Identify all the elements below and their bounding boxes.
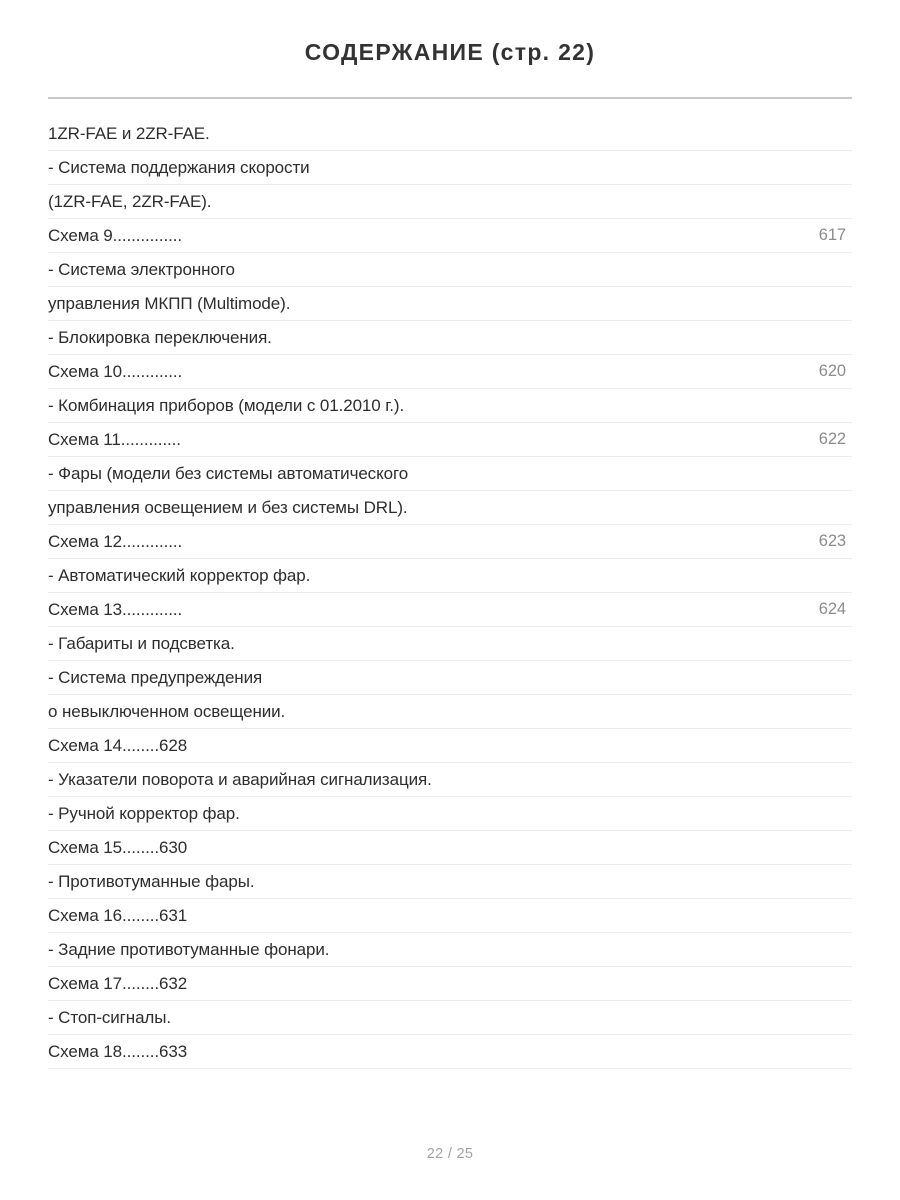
toc-row <box>48 865 852 899</box>
toc-entry-label: - Габариты и подсветка. <box>48 633 235 653</box>
toc-row <box>48 695 852 729</box>
toc-entry-label: 1ZR-FAE и 2ZR-FAE. <box>48 123 210 143</box>
toc-row <box>48 117 852 151</box>
title-divider <box>48 97 852 99</box>
toc-row <box>48 287 852 321</box>
toc-entry-label: - Ручной корректор фар. <box>48 803 240 823</box>
toc-row <box>48 253 852 287</box>
toc-row <box>48 423 852 457</box>
toc-entry-label: Схема 13............. <box>48 599 183 619</box>
toc-entry-label: о невыключенном освещении. <box>48 701 286 721</box>
toc-entry-label: управления освещением и без системы DRL). <box>48 497 408 517</box>
toc-entry-label: Схема 16........631 <box>48 905 188 925</box>
toc-entry-label: Схема 14........628 <box>48 735 188 755</box>
toc-row <box>48 321 852 355</box>
page-indicator: 22 / 25 <box>426 1146 474 1162</box>
toc-entry-label: Схема 15........630 <box>48 837 188 857</box>
toc-row <box>48 967 852 1001</box>
toc-entry-label: Схема 18........633 <box>48 1041 188 1061</box>
toc-row <box>48 1035 852 1069</box>
toc-entry-page: 617 <box>818 226 846 244</box>
toc-row <box>48 559 852 593</box>
toc-row <box>48 729 852 763</box>
toc-entry-label: управления МКПП (Multimode). <box>48 293 291 313</box>
toc-entry-label: - Комбинация приборов (модели с 01.2010 г.). <box>48 395 405 415</box>
toc-entry-page: 620 <box>818 362 846 380</box>
toc-entry-label: Схема 12............. <box>48 531 183 551</box>
toc-row <box>48 525 852 559</box>
toc-row <box>48 491 852 525</box>
toc-row <box>48 151 852 185</box>
toc-entry-label: - Указатели поворота и аварийная сигнализация. <box>48 769 432 789</box>
toc-entry-label: Схема 17........632 <box>48 973 188 993</box>
toc-entry-label: - Система электронного <box>48 259 235 279</box>
page-title: СОДЕРЖАНИЕ (стр. 22) <box>304 39 596 65</box>
toc-entry-label: (1ZR-FAE, 2ZR-FAE). <box>48 191 212 211</box>
toc-row <box>48 355 852 389</box>
toc-row <box>48 389 852 423</box>
toc-entry-label: Схема 11............. <box>48 429 181 449</box>
toc-entry-page: 624 <box>818 600 846 618</box>
toc-entry-label: - Противотуманные фары. <box>48 871 255 891</box>
toc-row <box>48 797 852 831</box>
toc-entry-label: - Блокировка переключения. <box>48 327 272 347</box>
toc-entry-label: Схема 10............. <box>48 361 183 381</box>
toc-row <box>48 831 852 865</box>
toc-entry-page: 623 <box>818 532 846 550</box>
toc-entry-label: - Фары (модели без системы автоматического <box>48 463 409 483</box>
toc-row <box>48 661 852 695</box>
toc-row <box>48 185 852 219</box>
toc-entry-page: 622 <box>818 430 846 448</box>
toc-entry-label: - Автоматический корректор фар. <box>48 565 311 585</box>
toc-entry-label: Схема 9............... <box>48 225 183 245</box>
toc-entry-label: - Система предупреждения <box>48 667 263 687</box>
toc-row <box>48 593 852 627</box>
toc-row <box>48 899 852 933</box>
toc-row <box>48 457 852 491</box>
toc-row <box>48 1001 852 1035</box>
toc-entry-label: - Стоп-сигналы. <box>48 1007 171 1027</box>
toc-row <box>48 933 852 967</box>
toc-row <box>48 763 852 797</box>
toc-row <box>48 627 852 661</box>
toc-entry-label: - Задние противотуманные фонари. <box>48 939 330 959</box>
toc-entry-label: - Система поддержания скорости <box>48 157 310 177</box>
toc-row <box>48 219 852 253</box>
toc-list <box>48 117 852 1069</box>
